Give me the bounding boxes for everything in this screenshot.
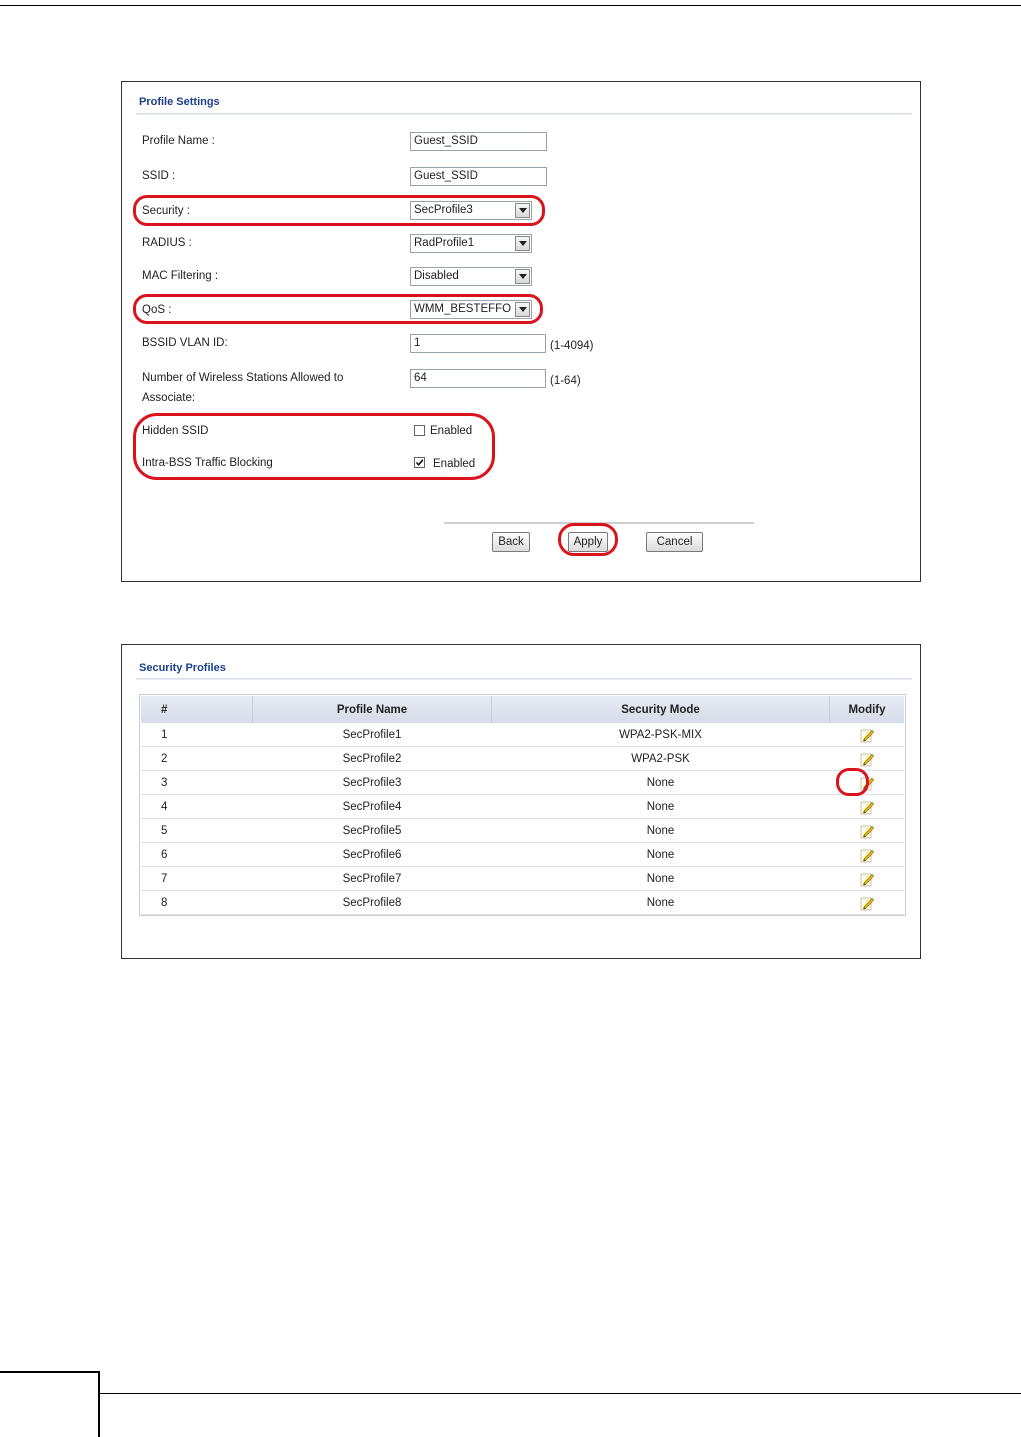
table-row xyxy=(141,771,904,795)
qos-highlight xyxy=(133,294,543,324)
cell-modify xyxy=(830,843,905,867)
profile-name-input[interactable]: Guest_SSID xyxy=(410,132,547,151)
radius-select-value: RadProfile1 xyxy=(414,237,475,249)
stations-label xyxy=(142,368,343,408)
mac-filtering-select-value: Disabled xyxy=(414,270,459,282)
qos-select-value: WMM_BESTEFFO xyxy=(414,303,512,315)
mac-filtering-label: MAC Filtering : xyxy=(142,270,219,282)
cell-profile-name: SecProfile8 xyxy=(253,891,492,915)
stations-input[interactable]: 64 xyxy=(410,369,546,388)
panel-title: Security Profiles xyxy=(139,662,226,674)
cell-security-mode: None xyxy=(492,867,830,891)
stations-label-line2: Associate: xyxy=(142,392,196,404)
mac-filtering-select[interactable] xyxy=(410,267,532,286)
cell-number: 5 xyxy=(141,819,253,843)
chevron-down-icon xyxy=(515,269,530,284)
cancel-button[interactable]: Cancel xyxy=(646,532,703,552)
bssid-vlan-id-range: (1-4094) xyxy=(550,340,594,352)
edit-pencil-icon[interactable] xyxy=(859,847,875,863)
security-select-value: SecProfile3 xyxy=(414,204,473,216)
cell-number: 3 xyxy=(141,771,253,795)
apply-button[interactable]: Apply xyxy=(568,532,608,552)
cell-profile-name: SecProfile3 xyxy=(253,771,492,795)
table-row xyxy=(141,747,904,771)
table-row xyxy=(141,867,904,891)
edit-pencil-icon[interactable] xyxy=(859,871,875,887)
intra-bss-label: Intra-BSS Traffic Blocking xyxy=(142,457,273,469)
stations-label-line1: Number of Wireless Stations Allowed to xyxy=(142,372,344,384)
cell-security-mode: WPA2-PSK-MIX xyxy=(492,723,830,747)
edit-pencil-icon[interactable] xyxy=(859,727,875,743)
cell-modify xyxy=(830,819,905,843)
cell-security-mode: None xyxy=(492,819,830,843)
panel-title: Profile Settings xyxy=(139,96,220,108)
hidden-ssid-label: Hidden SSID xyxy=(142,425,209,437)
chevron-down-icon xyxy=(515,236,530,251)
security-label: Security : xyxy=(142,205,190,217)
cell-security-mode: None xyxy=(492,843,830,867)
column-header-modify: Modify xyxy=(830,696,905,723)
edit-pencil-icon[interactable] xyxy=(859,751,875,767)
cell-profile-name: SecProfile4 xyxy=(253,795,492,819)
security-profiles-screenshot xyxy=(121,644,921,959)
cell-profile-name: SecProfile2 xyxy=(253,747,492,771)
cell-modify xyxy=(830,891,905,915)
table-row xyxy=(141,819,904,843)
security-profiles-table xyxy=(141,696,904,915)
cell-number: 1 xyxy=(141,723,253,747)
table-row xyxy=(141,891,904,915)
page-number-box xyxy=(0,1371,100,1437)
intra-bss-checkbox-label: Enabled xyxy=(433,458,476,470)
cell-modify xyxy=(830,747,905,771)
table-row xyxy=(141,723,904,747)
page-footer-rule xyxy=(100,1393,1021,1394)
cell-modify xyxy=(830,867,905,891)
cell-security-mode: None xyxy=(492,795,830,819)
bssid-vlan-id-input[interactable]: 1 xyxy=(410,334,546,353)
radius-label: RADIUS : xyxy=(142,237,192,249)
back-button[interactable]: Back xyxy=(492,532,530,552)
radius-select[interactable] xyxy=(410,234,532,253)
cell-number: 7 xyxy=(141,867,253,891)
edit-pencil-icon[interactable] xyxy=(859,799,875,815)
cell-number: 6 xyxy=(141,843,253,867)
panel-title-underline xyxy=(136,113,912,115)
edit-pencil-icon[interactable] xyxy=(859,823,875,839)
ssid-input[interactable]: Guest_SSID xyxy=(410,167,547,186)
cell-modify xyxy=(830,723,905,747)
hidden-ssid-checkbox-label: Enabled xyxy=(430,425,473,437)
cell-profile-name: SecProfile5 xyxy=(253,819,492,843)
cell-security-mode: None xyxy=(492,891,830,915)
profile-settings-screenshot xyxy=(121,81,921,582)
table-row xyxy=(141,843,904,867)
column-header-security-mode: Security Mode xyxy=(492,696,830,723)
checkbox-options-highlight xyxy=(133,413,495,480)
cell-security-mode: None xyxy=(492,771,830,795)
edit-pencil-icon[interactable] xyxy=(859,895,875,911)
security-highlight xyxy=(133,195,545,226)
cell-number: 8 xyxy=(141,891,253,915)
cell-profile-name: SecProfile6 xyxy=(253,843,492,867)
ssid-label: SSID : xyxy=(142,170,176,182)
cell-profile-name: SecProfile7 xyxy=(253,867,492,891)
cell-number: 2 xyxy=(141,747,253,771)
profile-name-label: Profile Name : xyxy=(142,135,215,147)
column-header-number: # xyxy=(141,696,253,723)
stations-range: (1-64) xyxy=(550,375,581,387)
qos-label: QoS : xyxy=(142,304,172,316)
bssid-vlan-id-label: BSSID VLAN ID: xyxy=(142,337,228,349)
column-header-profile-name: Profile Name xyxy=(253,696,492,723)
cell-modify xyxy=(830,795,905,819)
table-header-row xyxy=(141,696,904,723)
table-row xyxy=(141,795,904,819)
apply-highlight xyxy=(558,523,618,556)
cell-number: 4 xyxy=(141,795,253,819)
panel-title-underline xyxy=(136,678,912,680)
modify-row3-highlight xyxy=(836,768,869,796)
page-header-rule xyxy=(0,5,1021,6)
cell-profile-name: SecProfile1 xyxy=(253,723,492,747)
cell-security-mode: WPA2-PSK xyxy=(492,747,830,771)
